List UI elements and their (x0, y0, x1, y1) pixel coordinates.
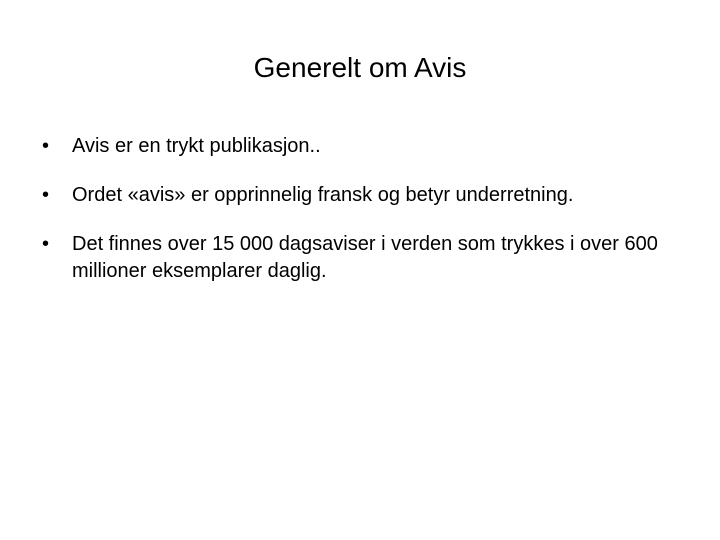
bullet-text: Det finnes over 15 000 dagsaviser i verden som trykkes i over 600 millioner eksemplarer daglig. (72, 233, 658, 282)
slide-title: Generelt om Avis (253, 52, 467, 83)
bullet-text: Avis er en trykt publikasjon.. (72, 135, 321, 157)
bullet-item (36, 231, 676, 285)
bullet-item (36, 133, 676, 160)
bullet-marker: • (42, 184, 50, 206)
bullet-list (36, 133, 676, 307)
bullet-text: Ordet «avis» er opprinnelig fransk og betyr underretning. (72, 184, 574, 206)
bullet-marker: • (42, 135, 50, 157)
bullet-item (36, 182, 676, 209)
bullet-marker: • (42, 233, 50, 255)
